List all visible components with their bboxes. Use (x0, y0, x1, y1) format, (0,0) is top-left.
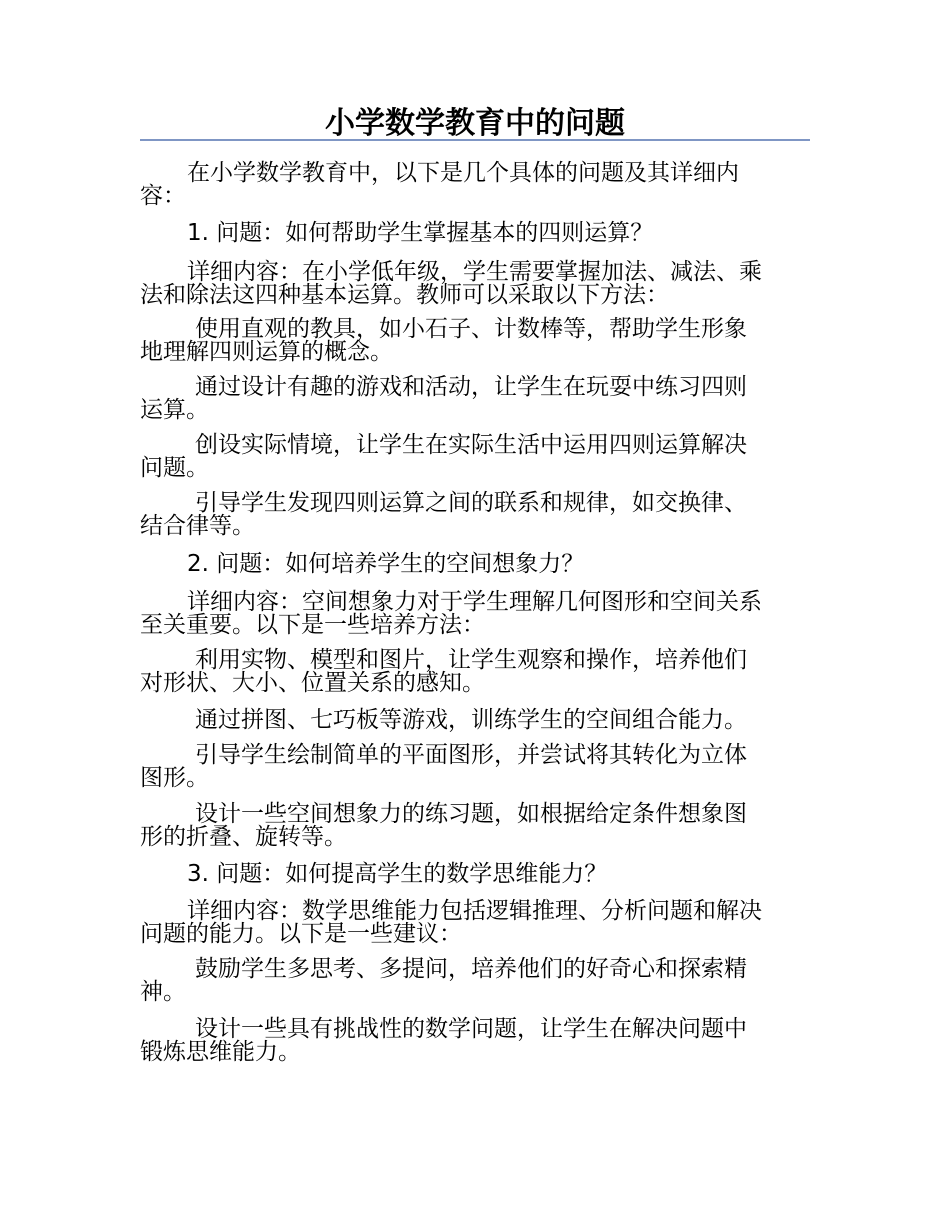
text-line: 详细内容：空间想象力对于学生理解几何图形和空间关系 (187, 589, 762, 615)
text-line: 在小学数学教育中，以下是几个具体的问题及其详细内 (187, 160, 739, 186)
text-line: 利用实物、模型和图片，让学生观察和操作，培养他们 (195, 647, 747, 673)
text-line: 问题。 (140, 455, 209, 481)
text-line: 图形。 (140, 765, 209, 791)
text-line: 创设实际情境，让学生在实际生活中运用四则运算解决 (195, 432, 747, 458)
text-line: 地理解四则运算的概念。 (140, 339, 393, 365)
question-2-method-1 (140, 649, 810, 695)
question-3-detail (140, 900, 810, 946)
text-line: 通过设计有趣的游戏和活动，让学生在玩耍中练习四则 (195, 374, 747, 400)
text-line: 使用直观的教具，如小石子、计数棒等，帮助学生形象 (195, 316, 747, 342)
intro-paragraph (140, 162, 810, 208)
question-1-method-4 (140, 492, 810, 538)
question-2-method-4 (140, 803, 810, 849)
question-2-method-3 (140, 744, 810, 790)
question-2-detail (140, 591, 810, 637)
text-line: 引导学生发现四则运算之间的联系和规律，如交换律、 (195, 490, 747, 516)
text-line: 详细内容：数学思维能力包括逻辑推理、分析问题和解决 (187, 898, 762, 924)
text-line: 详细内容：在小学低年级，学生需要掌握加法、减法、乘 (187, 259, 762, 285)
question-1-method-3 (140, 434, 810, 480)
text-line: 容： (140, 183, 186, 209)
title-underline (140, 139, 810, 141)
text-line: 设计一些具有挑战性的数学问题，让学生在解决问题中 (195, 1016, 747, 1042)
question-1-method-2 (140, 376, 810, 422)
text-line: 对形状、大小、位置关系的感知。 (140, 670, 485, 696)
document-title: 小学数学教育中的问题 (325, 106, 625, 141)
question-2-heading: 2. 问题：如何培养学生的空间想象力？ (187, 551, 585, 577)
text-line: 锻炼思维能力。 (140, 1039, 301, 1065)
text-line: 法和除法这四种基本运算。教师可以采取以下方法： (140, 282, 669, 308)
text-line: 引导学生绘制简单的平面图形，并尝试将其转化为立体 (195, 742, 747, 768)
question-3-heading: 3. 问题：如何提高学生的数学思维能力？ (187, 861, 608, 887)
question-3-method-2 (140, 1018, 810, 1064)
text-line: 运算。 (140, 397, 209, 423)
text-line: 问题的能力。以下是一些建议： (140, 921, 462, 947)
text-line: 设计一些空间想象力的练习题，如根据给定条件想象图 (195, 801, 747, 827)
text-line: 至关重要。以下是一些培养方法： (140, 612, 485, 638)
text-line: 形的折叠、旋转等。 (140, 824, 347, 850)
text-line: 结合律等。 (140, 513, 255, 539)
question-1-detail (140, 261, 810, 307)
question-1-heading: 1. 问题：如何帮助学生掌握基本的四则运算？ (187, 220, 654, 246)
question-1-method-1 (140, 318, 810, 364)
text-line: 鼓励学生多思考、多提问，培养他们的好奇心和探索精 (195, 956, 747, 982)
question-2-method-2: 通过拼图、七巧板等游戏，训练学生的空间组合能力。 (195, 707, 747, 733)
question-3-method-1 (140, 958, 810, 1004)
text-line: 神。 (140, 979, 186, 1005)
